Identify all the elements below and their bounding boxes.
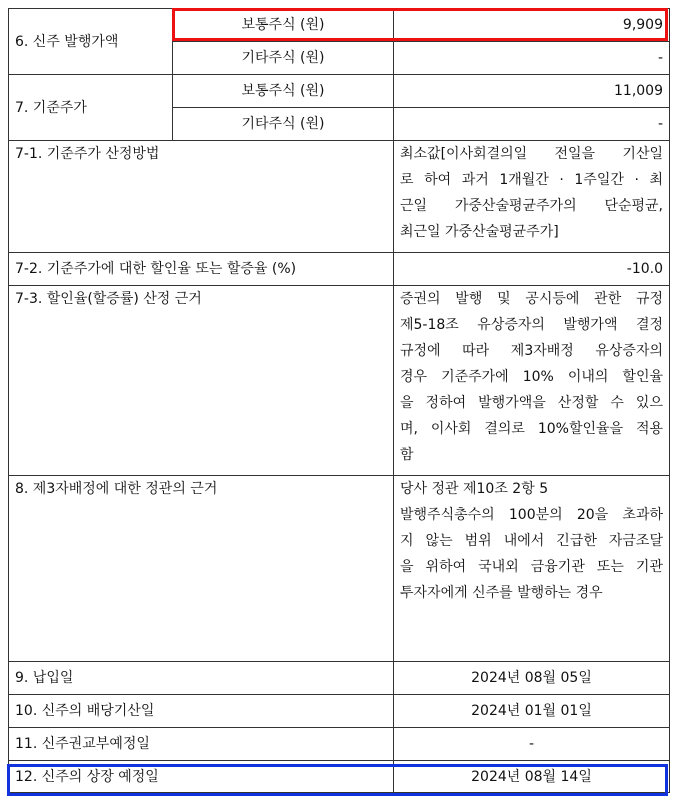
row-payment-date-label: 9. 납입일 <box>9 662 394 695</box>
issue-price-common-value: 9,909 <box>394 9 670 42</box>
certificate-date-value: - <box>394 728 670 761</box>
text-line: 로 하여 과거 1개월간 · 1주일간 · 최 <box>400 172 663 188</box>
table-row <box>9 141 670 253</box>
text-line: 을 위하여 국내외 금융기관 또는 기관 <box>400 559 663 575</box>
text-line: 을 정하여 발행가액을 산정할 수 있으 <box>400 395 663 411</box>
discount-basis-text <box>394 286 670 476</box>
table-row <box>9 476 670 662</box>
table-row <box>9 286 670 476</box>
text-line: 함 <box>400 447 414 463</box>
dividend-date-value: 2024년 01월 01일 <box>394 695 670 728</box>
table-row <box>9 9 670 42</box>
text-line: 근일 가중산술평균주가의 단순평균, <box>400 198 663 214</box>
articles-basis-text <box>394 476 670 662</box>
base-price-other-value: - <box>394 108 670 141</box>
row-discount-rate-label: 7-2. 기준주가에 대한 할인율 또는 할증율 (%) <box>9 253 394 286</box>
text-line: 며, 이사회 결의로 10%할인율을 적용 <box>400 421 663 437</box>
text-line: 발행주식총수의 100분의 20을 초과하 <box>400 507 663 523</box>
table-row <box>9 75 670 108</box>
common-stock-label: 보통주식 (원) <box>173 9 394 42</box>
disclosure-table <box>8 8 670 793</box>
row-listing-date-label: 12. 신주의 상장 예정일 <box>9 761 394 793</box>
text-line: 규정에 따라 제3자배정 유상증자의 <box>400 343 663 359</box>
row-articles-basis-label: 8. 제3자배정에 대한 정관의 근거 <box>9 476 394 662</box>
text-line: 경우 기준주가에 10% 이내의 할인율 <box>400 369 663 385</box>
common-stock-label: 보통주식 (원) <box>173 75 394 108</box>
text-line: 당사 정관 제10조 2항 5 <box>400 481 549 497</box>
other-stock-label: 기타주식 (원) <box>173 42 394 75</box>
listing-date-value: 2024년 08월 14일 <box>394 761 670 793</box>
table-row <box>9 662 670 695</box>
text-line: 제5-18조 유상증자의 발행가액 결정 <box>400 317 663 333</box>
text-line: 투자자에게 신주를 발행하는 경우 <box>400 585 603 601</box>
row-issue-price-label: 6. 신주 발행가액 <box>9 9 173 75</box>
text-line: 증권의 발행 및 공시등에 관한 규정 <box>400 291 663 307</box>
table-row <box>9 695 670 728</box>
row-dividend-date-label: 10. 신주의 배당기산일 <box>9 695 394 728</box>
discount-rate-value: -10.0 <box>394 253 670 286</box>
table-row <box>9 728 670 761</box>
text-line: 최소값[이사회결의일 전일을 기산일 <box>400 146 663 162</box>
row-base-price-label: 7. 기준주가 <box>9 75 173 141</box>
other-stock-label: 기타주식 (원) <box>173 108 394 141</box>
text-line: 최근일 가중산술평균주가] <box>400 224 559 240</box>
text-line: 지 않는 범위 내에서 긴급한 자금조달 <box>400 533 663 549</box>
row-certificate-date-label: 11. 신주권교부예정일 <box>9 728 394 761</box>
table-row <box>9 761 670 793</box>
table-row <box>9 253 670 286</box>
row-base-price-method-label: 7-1. 기준주가 산정방법 <box>9 141 394 253</box>
row-discount-basis-label: 7-3. 할인율(할증률) 산정 근거 <box>9 286 394 476</box>
issue-price-other-value: - <box>394 42 670 75</box>
payment-date-value: 2024년 08월 05일 <box>394 662 670 695</box>
base-price-common-value: 11,009 <box>394 75 670 108</box>
base-price-method-text <box>394 141 670 253</box>
